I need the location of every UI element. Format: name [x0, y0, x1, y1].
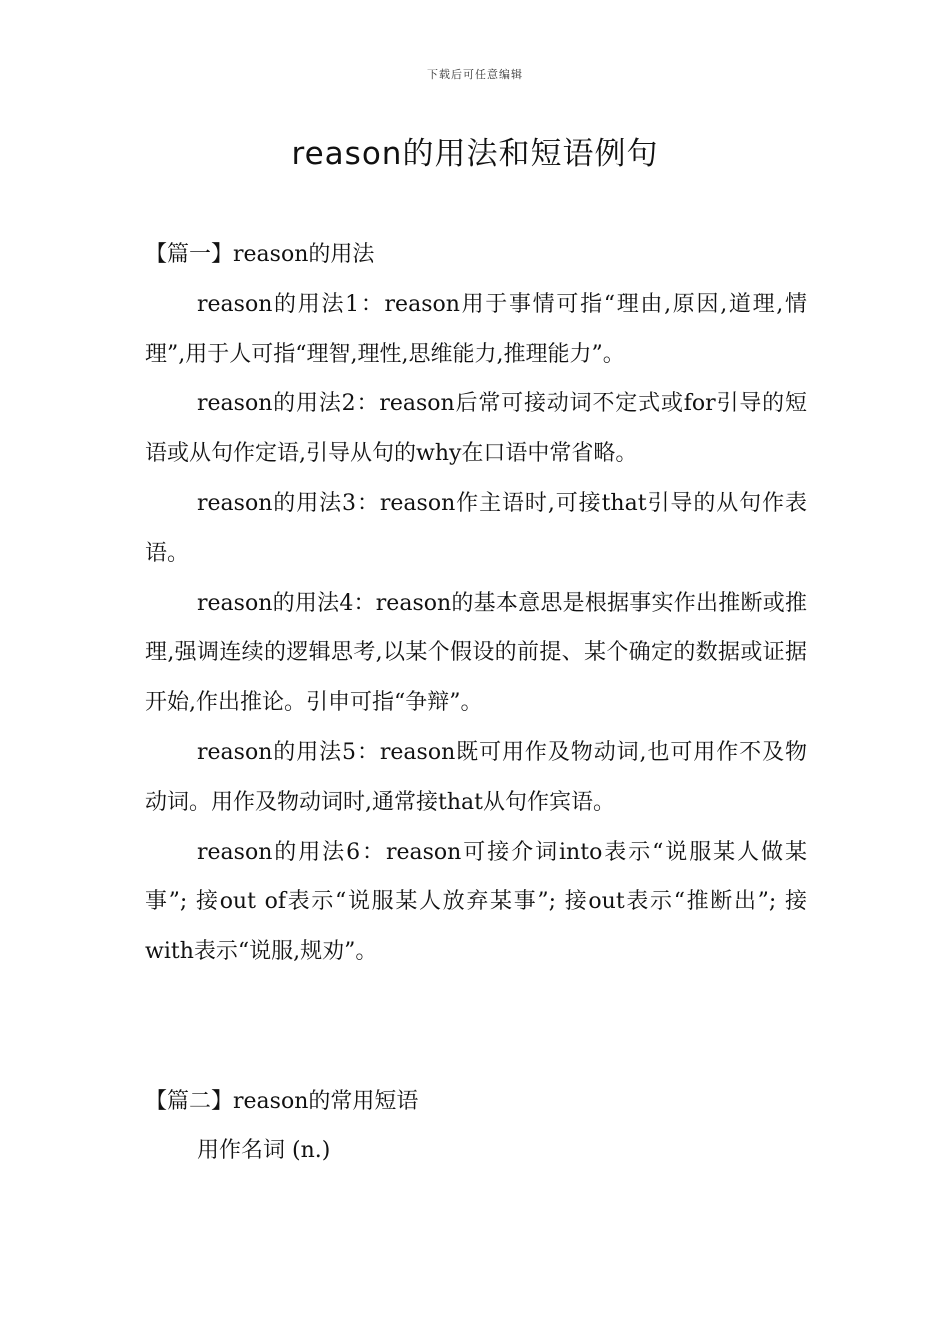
document-body	[145, 230, 807, 1176]
usage-paragraph-6: reason的用法6：reason可接介词into表示“说服某人做某事”; 接out of表示“说服某人放弃某事”; 接out表示“推断出”; 接with表示“说服,规劝”。	[145, 839, 807, 965]
usage-paragraph-4: reason的用法4：reason的基本意思是根据事实作出推断或推理,强调连续的逻辑思考,以某个假设的前提、某个确定的数据或证据开始,作出推论。引申可指“争辩”。	[145, 590, 807, 716]
document-title: reason的用法和短语例句	[291, 136, 659, 172]
page-header-note: 下载后可任意编辑	[427, 68, 523, 81]
usage-paragraph-2: reason的用法2：reason后常可接动词不定式或for引导的短语或从句作定语,引导从句的why在口语中常省略。	[145, 391, 807, 467]
usage-paragraph-3: reason的用法3：reason作主语时,可接that引导的从句作表语。	[145, 490, 807, 566]
section-heading-phrases: 【篇二】reason的常用短语	[145, 1088, 419, 1114]
usage-paragraph-5: reason的用法5：reason既可用作及物动词,也可用作不及物动词。用作及物动词时,通常接that从句作宾语。	[145, 739, 807, 815]
section-spacer	[145, 977, 807, 1077]
usage-paragraph-1: reason的用法1：reason用于事情可指“理由,原因,道理,情理”,用于人可指“理智,理性,思维能力,推理能力”。	[145, 291, 807, 367]
phrases-paragraph-1: 用作名词 (n.)	[197, 1138, 331, 1164]
section-heading-usage: 【篇一】reason的用法	[145, 242, 375, 267]
